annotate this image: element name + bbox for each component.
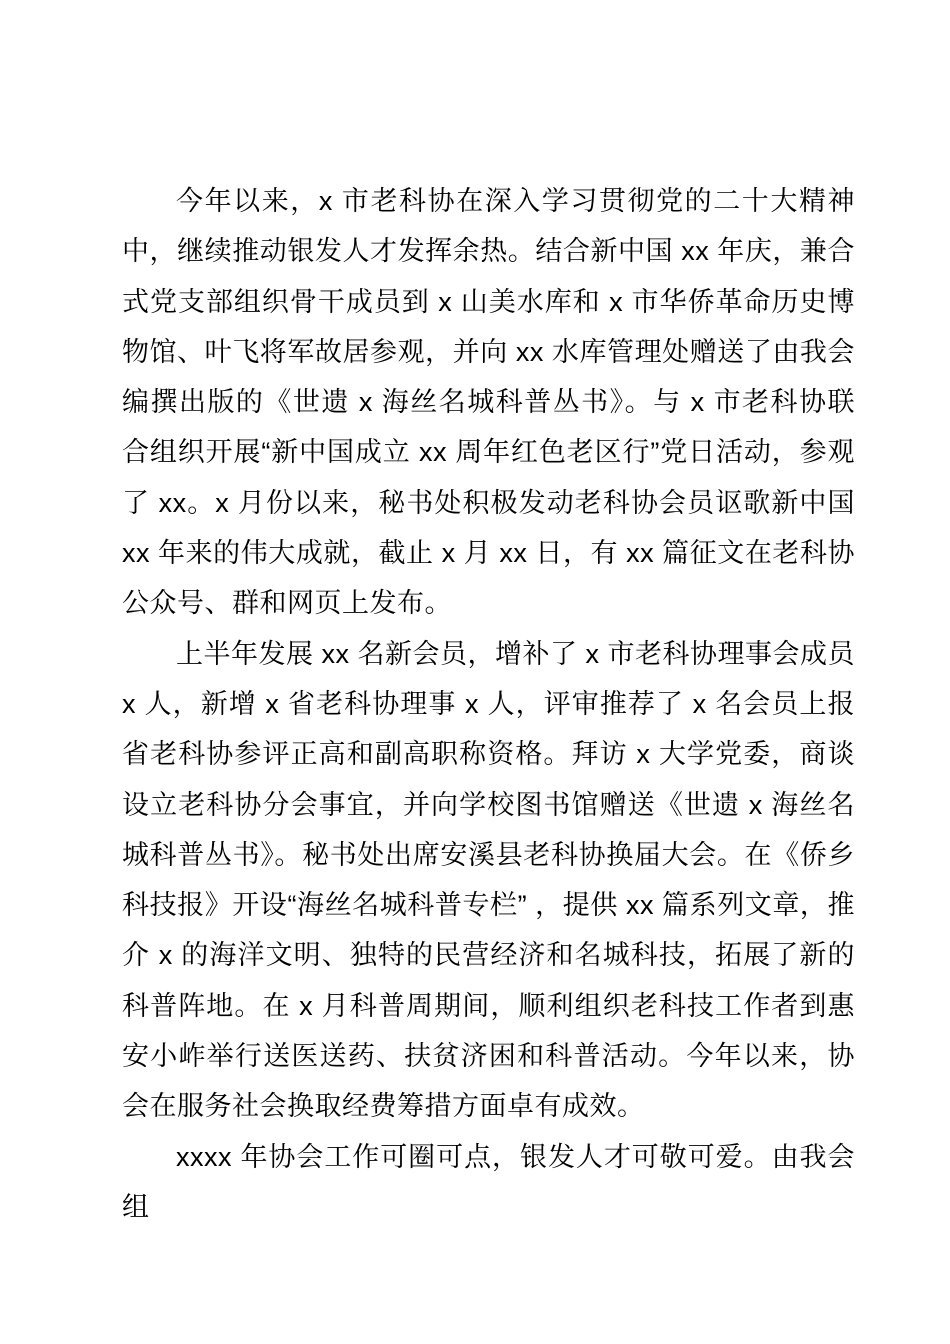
document-body [122, 176, 855, 1232]
paragraph: 今年以来，x 市老科协在深入学习贯彻党的二十大精神中，继续推动银发人才发挥余热。结合新中国 xx 年庆，兼合式党支部组织骨干成员到 x 山美水库和 x 市华侨革命历史博物馆、叶飞将军故居参观，并向 xx 水库管理处赠送了由我会编撰出版的《世遗 x 海丝名城科普丛书》。与 x 市老科协联合组织开展“新中国成立 xx 周年红色老区行”党日活动，参观了 xx。x 月份以来，秘书处积极发动老科协会员讴歌新中国 xx 年来的伟大成就，截止 x 月 xx 日，有 xx 篇征文在老科协公众号、群和网页上发布。 [122, 186, 855, 619]
paragraph: 上半年发展 xx 名新会员，增补了 x 市老科协理事会成员 x 人，新增 x 省老科协理事 x 人，评审推荐了 x 名会员上报省老科协参评正高和副高职称资格。拜访 x 大学党委，商谈设立老科协分会事宜，并向学校图书馆赠送《世遗 x 海丝名城科普丛书》。秘书处出席安溪县老科协换届大会。在《侨乡科技报》开设“海丝名城科普专栏” ，提供 xx 篇系列文章，推介 x 的海洋文明、独特的民营经济和名城科技，拓展了新的科普阵地。在 x 月科普周期间，顺利组织老科技工作者到惠安小岞举行送医送药、扶贫济困和科普活动。今年以来，协会在服务社会换取经费筹措方面卓有成效。 [122, 638, 856, 1122]
paragraph: xxxx 年协会工作可圈可点，银发人才可敬可爱。由我会组 [122, 1141, 855, 1222]
